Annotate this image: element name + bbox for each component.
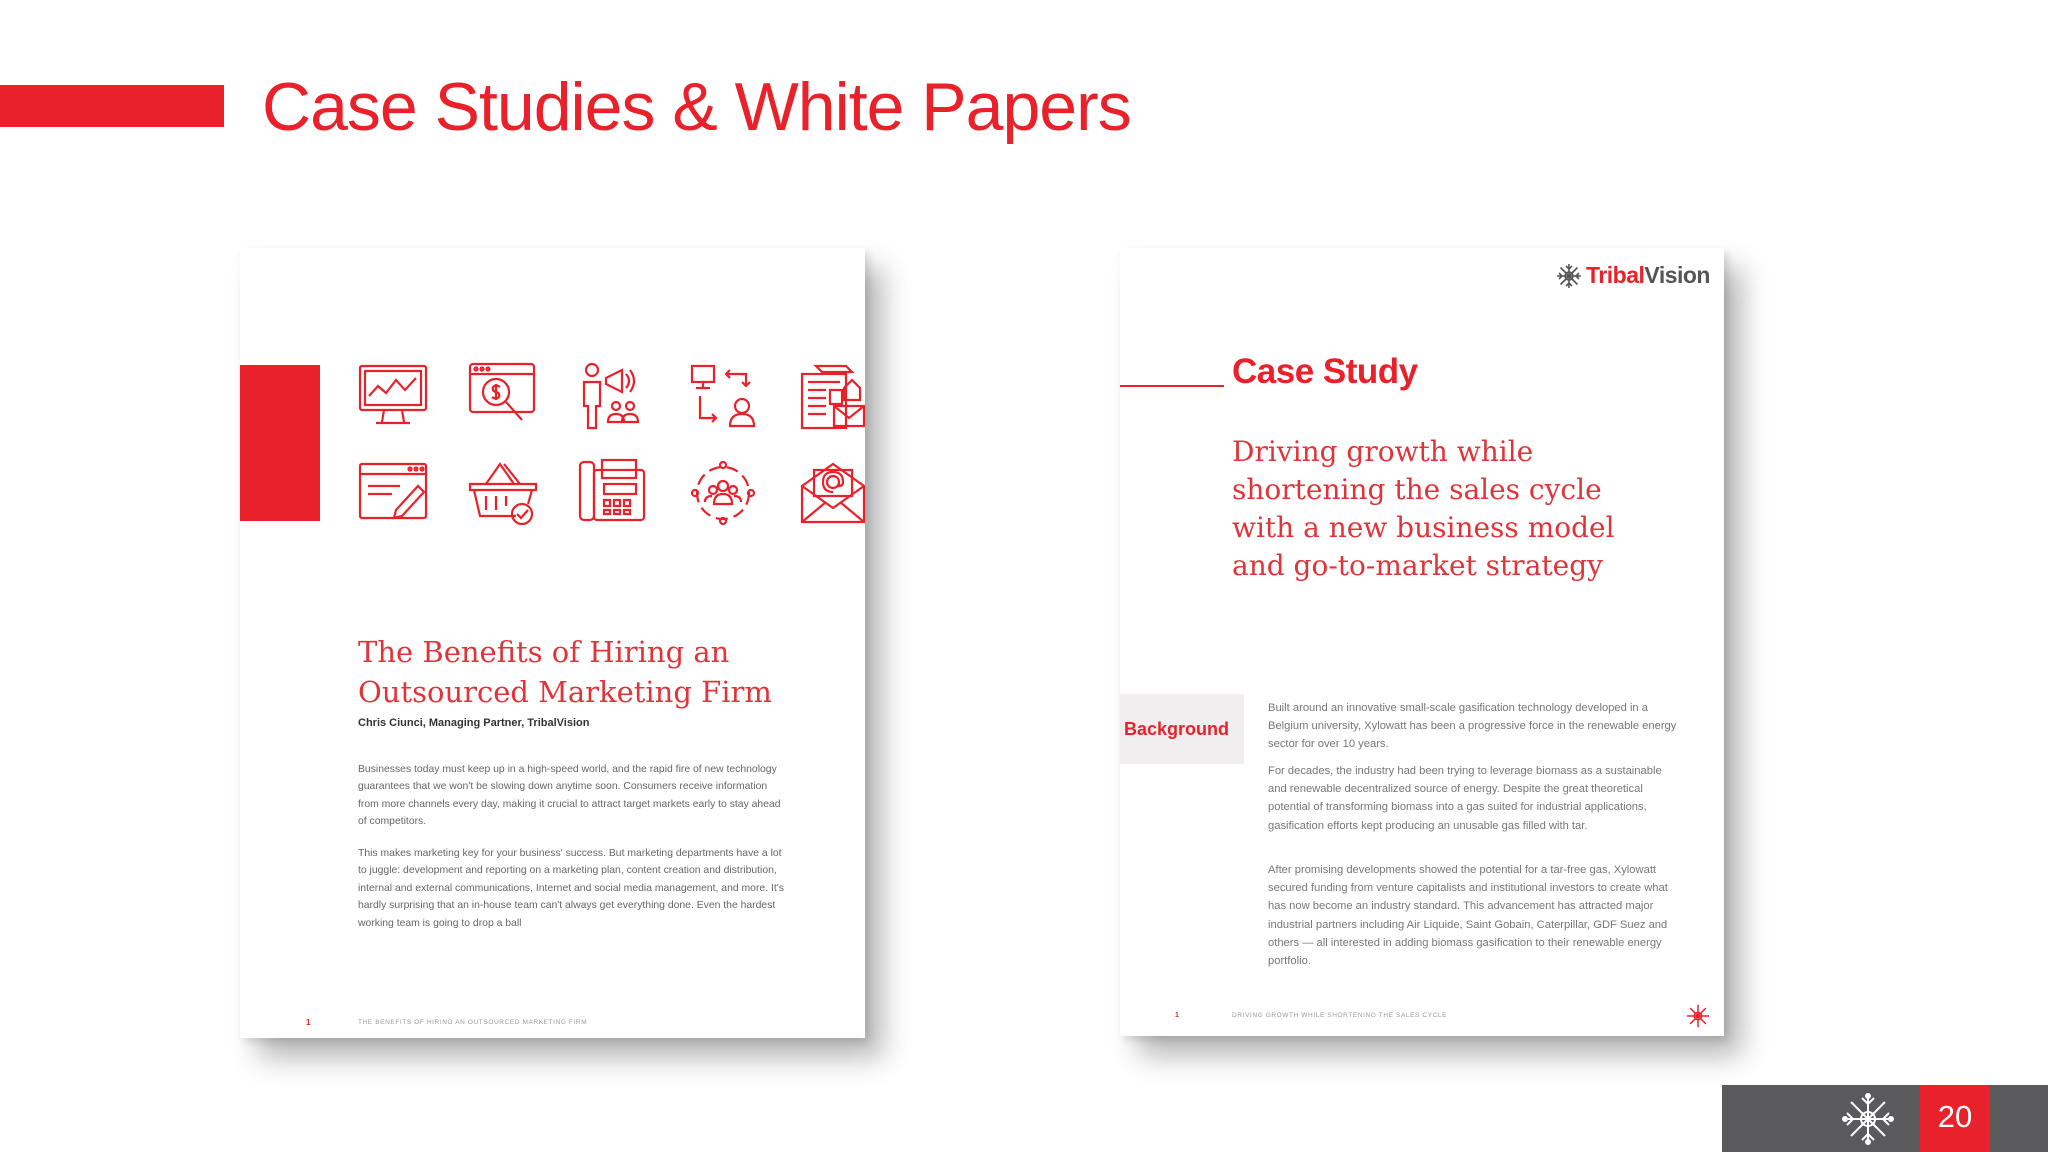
presenter-megaphone-icon: [576, 360, 650, 434]
author-line: Chris Ciunci, Managing Partner, TribalVision: [358, 717, 590, 729]
red-accent-block: [240, 365, 320, 521]
browser-edit-icon: [356, 456, 430, 530]
icon-grid: [356, 360, 856, 530]
footer-text: THE BENEFITS OF HIRING AN OUTSOURCED MARKETING FIRM: [358, 1019, 588, 1026]
snowflake-logo-icon: [1556, 263, 1582, 289]
logo-text-red: Tribal: [1586, 262, 1645, 288]
case-study-label: Case Study: [1232, 352, 1418, 391]
body-paragraph: After promising developments showed the potential for a tar-free gas, Xylowatt secured funding from venture capitalists and institutional investors to create what has now become an industry standard. This advancement has attracted major industrial partners including Air Liquide, Saint Gobain, Caterpillar, GDF Suez and others — all interested in adding biomass gasification to their renewable energy portfolio.: [1268, 864, 1668, 968]
workflow-user-icon: [686, 360, 760, 434]
body-paragraph: For decades, the industry had been trying to leverage biomass as a sustainable and renewable decentralized source of energy. Despite the great theoretical potential of transforming biomass into a gas suited for industrial applications, gasification efforts kept producing an unusable gas filled with tar.: [1268, 765, 1662, 832]
snowflake-icon: [1686, 1004, 1710, 1028]
page-number: 20: [1937, 1099, 1973, 1134]
envelope-at-icon: [796, 456, 870, 530]
body-paragraph: This makes marketing key for your business' success. But marketing departments have a lot to juggle: development and reporting on a marketing plan, content creation and distribution, internal and external communications, Internet and social media management, and more. It's hardly surprising that an in-house team can't always get everything done. Even the hardest working team is going to drop a ball: [358, 848, 784, 929]
case-study-thumbnail[interactable]: [1120, 248, 1724, 1036]
slide-footer: [1722, 1085, 2048, 1152]
white-paper-thumbnail[interactable]: [240, 248, 865, 1038]
section-label: Background: [1124, 719, 1230, 739]
fax-phone-icon: [576, 456, 650, 530]
slide-title: Case Studies & White Papers: [262, 69, 1131, 145]
case-study-title: Driving growth while shortening the sales cycle with a new business model and go-to-market strategy: [1232, 435, 1615, 582]
browser-dollar-search-icon: [466, 360, 540, 434]
footer-text: DRIVING GROWTH WHILE SHORTENING THE SALES CYCLE: [1232, 1012, 1448, 1019]
body-paragraph: Businesses today must keep up in a high-speed world, and the rapid fire of new technology guarantees that we won't be slowing down anytime soon. Consumers receive information from more channels every day, making it crucial to attract target markets early to stay ahead of competitors.: [358, 764, 781, 828]
tribalvision-logo: [1556, 262, 1710, 289]
title-accent-bar: [0, 85, 224, 127]
white-paper-title: The Benefits of Hiring an Outsourced Marketing Firm: [358, 635, 772, 709]
body-paragraph: Built around an innovative small-scale gasification technology developed in a Belgium university, Xylowatt has been a progressive force in the renewable energy sector for over 10 years.: [1268, 702, 1677, 751]
footer-page-number: 1: [306, 1018, 311, 1027]
logo-text-gray: Vision: [1644, 262, 1710, 288]
monitor-chart-icon: [356, 360, 430, 434]
footer-page-number: 1: [1175, 1012, 1179, 1019]
newspaper-mail-icon: [796, 360, 870, 434]
red-rule: [1120, 385, 1224, 387]
snowflake-icon: [1842, 1093, 1894, 1145]
team-network-icon: [686, 456, 760, 530]
shopping-basket-icon: [466, 456, 540, 530]
